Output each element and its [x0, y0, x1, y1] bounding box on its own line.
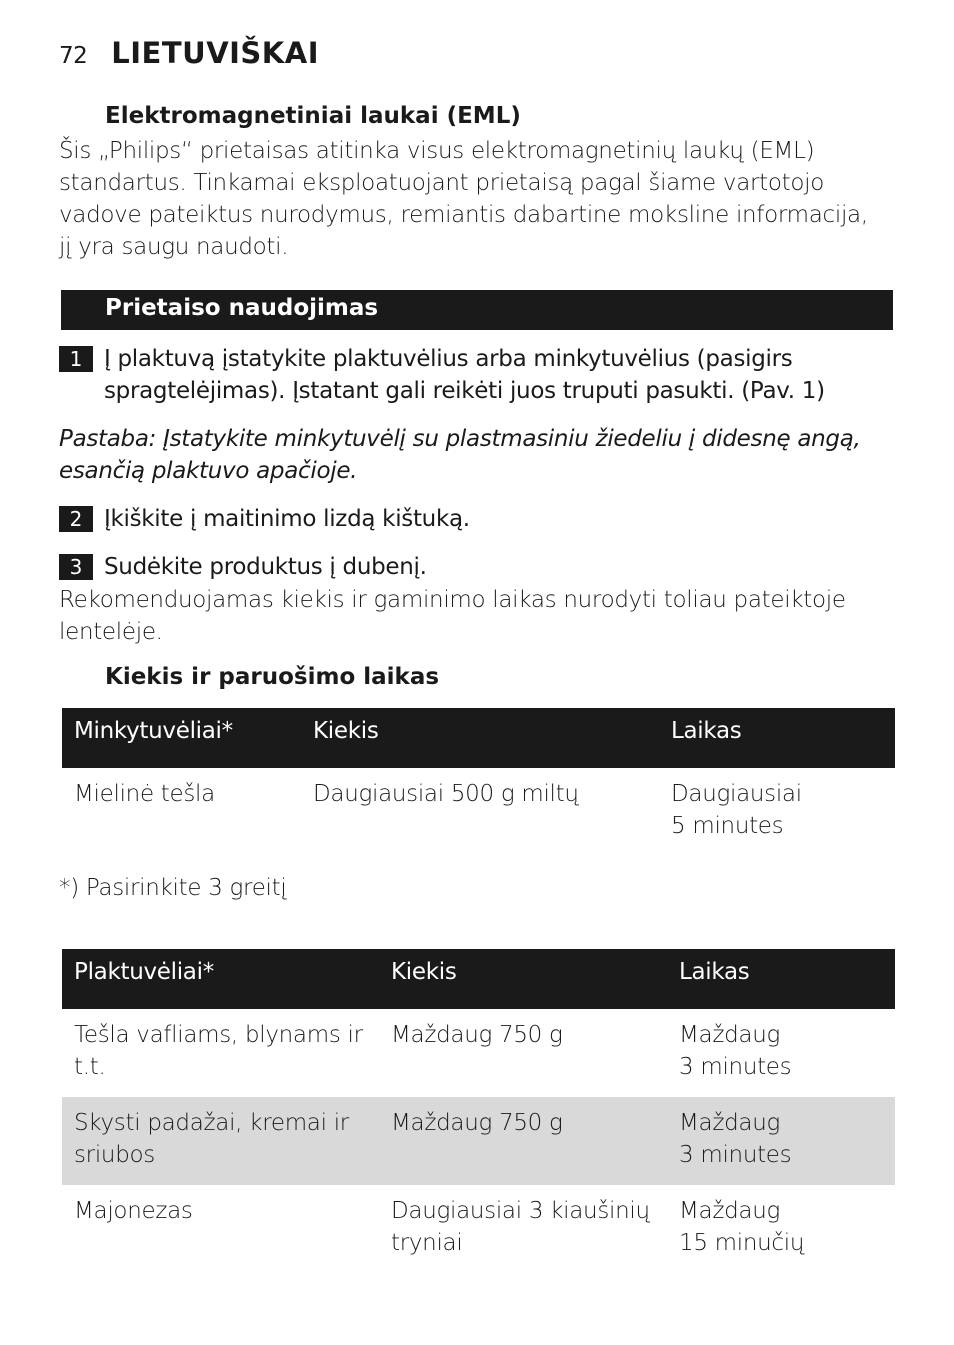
table-cell: [659, 768, 895, 856]
table-row: [62, 768, 895, 856]
column-header: Laikas: [667, 949, 895, 1009]
step-1: [59, 343, 874, 407]
cell-text: Daugiausiai 500 g miltų: [313, 781, 579, 807]
note-line: Pastaba: Įstatykite minkytuvėlį su plastmasiniu žiedeliu į didesnę angą,: [59, 426, 861, 452]
step-2: [59, 503, 874, 535]
cell-text: 5 minutes: [671, 813, 784, 839]
kneading-table: [62, 708, 895, 856]
recommend-paragraph: [59, 584, 879, 648]
step-text: [104, 551, 874, 583]
table-cell: [667, 1097, 895, 1185]
cell-text: 3 minutes: [679, 1054, 792, 1080]
cell-text: Maždaug: [679, 1022, 780, 1048]
table-heading: Kiekis ir paruošimo laikas: [105, 664, 440, 690]
whisking-table: [62, 949, 895, 1273]
cell-text: Tešla vafliams, blynams ir: [74, 1022, 363, 1048]
cell-text: Daugiausiai: [671, 781, 802, 807]
cell-text: Daugiausiai 3 kiaušinių: [391, 1198, 650, 1224]
table-cell: [62, 1009, 379, 1097]
table-row: [62, 1097, 895, 1185]
step-text: [104, 503, 874, 535]
cell-text: Mielinė tešla: [74, 781, 215, 807]
footnote: *) Pasirinkite 3 greitį: [59, 875, 287, 901]
table-header-row: [62, 708, 895, 768]
step-number: 3: [59, 554, 93, 580]
note-paragraph: [59, 423, 879, 487]
cell-text: 3 minutes: [679, 1142, 792, 1168]
emf-line: jį yra saugu naudoti.: [59, 234, 289, 260]
step-number: 1: [59, 346, 93, 372]
cell-text: Maždaug 750 g: [391, 1110, 563, 1136]
table-cell: [667, 1009, 895, 1097]
note-line: esančią plaktuvo apačioje.: [59, 458, 358, 484]
step-line: Sudėkite produktus į dubenį.: [104, 554, 427, 580]
column-header: Kiekis: [301, 708, 659, 768]
cell-text: sriubos: [74, 1142, 155, 1168]
step-3: [59, 551, 874, 583]
emf-line: standartus. Tinkamai eksploatuojant prietaisą pagal šiame vartotojo: [59, 170, 825, 196]
table-row: [62, 1185, 895, 1273]
step-line: Įkiškite į maitinimo lizdą kištuką.: [104, 506, 470, 532]
section-bar: [61, 290, 893, 330]
table-cell: [667, 1185, 895, 1273]
cell-text: Maždaug: [679, 1110, 780, 1136]
cell-text: Maždaug 750 g: [391, 1022, 563, 1048]
page-header: [59, 36, 319, 70]
emf-paragraph: [59, 135, 879, 263]
cell-text: Skysti padažai, kremai ir: [74, 1110, 349, 1136]
column-header: Laikas: [659, 708, 895, 768]
recommend-line: lentelėje.: [59, 619, 163, 645]
cell-text: t.t.: [74, 1054, 106, 1080]
step-number: 2: [59, 506, 93, 532]
step-text: [104, 343, 874, 407]
table-cell: [379, 1185, 667, 1273]
column-header: Kiekis: [379, 949, 667, 1009]
table-cell: [62, 1185, 379, 1273]
language-title: LIETUVIŠKAI: [111, 36, 320, 70]
column-header: Minkytuvėliai*: [62, 708, 301, 768]
emf-heading: Elektromagnetiniai laukai (EML): [105, 103, 521, 129]
column-header: Plaktuvėliai*: [62, 949, 379, 1009]
cell-text: tryniai: [391, 1230, 463, 1256]
table-cell: [301, 768, 659, 856]
table-cell: [379, 1009, 667, 1097]
table-cell: [379, 1097, 667, 1185]
step-line: spragtelėjimas). Įstatant gali reikėti juos truputi pasukti. (Pav. 1): [104, 378, 825, 404]
cell-text: Maždaug: [679, 1198, 780, 1224]
step-line: Į plaktuvą įstatykite plaktuvėlius arba minkytuvėlius (pasigirs: [104, 346, 793, 372]
table-cell: [62, 768, 301, 856]
section-title: Prietaiso naudojimas: [105, 295, 379, 321]
table-cell: [62, 1097, 379, 1185]
emf-line: Šis „Philips“ prietaisas atitinka visus elektromagnetinių laukų (EML): [59, 138, 815, 164]
table-header-row: [62, 949, 895, 1009]
cell-text: Majonezas: [74, 1198, 193, 1224]
page-number: 72: [59, 43, 88, 69]
cell-text: 15 minučių: [679, 1230, 805, 1256]
emf-line: vadove pateiktus nurodymus, remiantis dabartine moksline informacija,: [59, 202, 868, 228]
table-row: [62, 1009, 895, 1097]
recommend-line: Rekomenduojamas kiekis ir gaminimo laikas nurodyti toliau pateiktoje: [59, 587, 846, 613]
